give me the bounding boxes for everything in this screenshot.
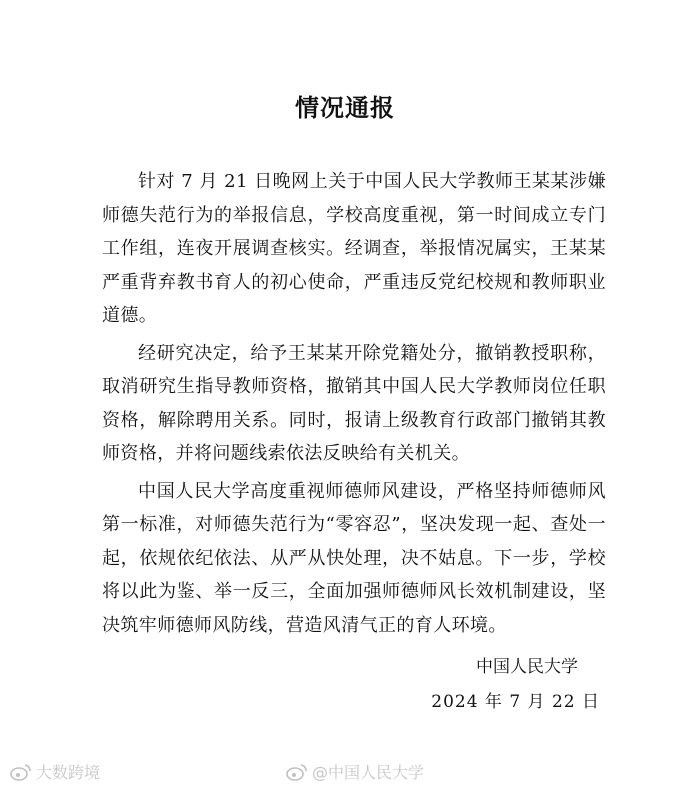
signature-date: 2024 年 7 月 22 日 xyxy=(431,692,600,712)
watermark-right-text: @中国人民大学 xyxy=(312,763,425,782)
paragraph-1: 针对 7 月 21 日晚网上关于中国人民大学教师王某某涉嫌师德失范行为的举报信息，学校高度重视，第一时间成立专门工作组，连夜开展调查核实。经调查，举报情况属实，王某某严重背弃教书育人的初心使命，严重违反党纪校规和教师职业道德。 xyxy=(102,171,606,326)
document-body xyxy=(102,165,606,646)
watermark-right xyxy=(286,760,424,783)
paragraph-2: 经研究决定，给予王某某开除党籍处分，撤销教授职称，取消研究生指导教师资格，撤销其中国人民大学教师岗位任职资格，解除聘用关系。同时，报请上级教育行政部门撤销其教师资格，并将问题线索依法反映给有关机关。 xyxy=(102,342,606,464)
signature-organization: 中国人民大学 xyxy=(476,657,578,677)
paragraph-3: 中国人民大学高度重视师德师风建设，严格坚持师德师风第一标准，对师德失范行为“零容忍”，坚决发现一起、查处一起，依规依纪依法、从严从快处理，决不姑息。下一步，学校将以此为鉴、举一反三，全面加强师德师风长效机制建设，坚决筑牢师德师风防线，营造风清气正的育人环境。 xyxy=(102,480,606,636)
document-title: 情况通报 xyxy=(295,93,395,122)
weibo-icon xyxy=(10,763,32,781)
watermark-left xyxy=(10,760,100,783)
watermark-left-text: 大数跨境 xyxy=(36,763,101,782)
weibo-icon xyxy=(286,763,308,781)
